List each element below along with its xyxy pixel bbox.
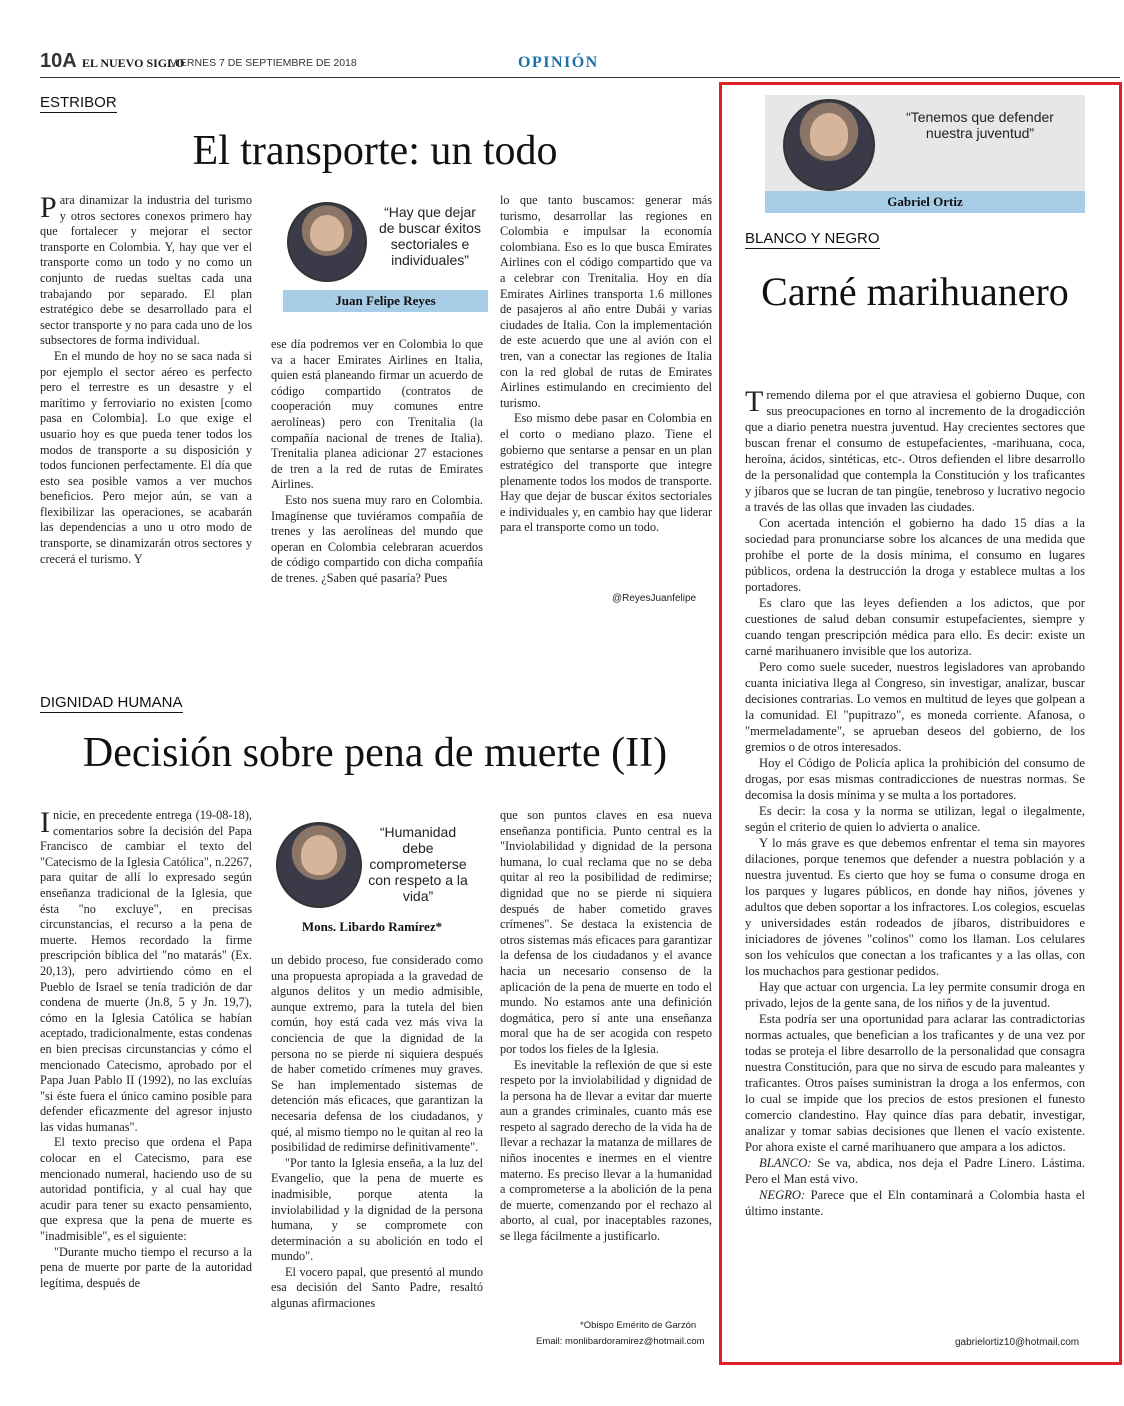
author-name: Mons. Libardo Ramírez*: [272, 916, 472, 938]
article2-author-box: [272, 818, 472, 940]
author-photo: [287, 202, 367, 282]
pull-quote: “Humanidad debe comprometerse con respeto a la vida”: [368, 824, 468, 904]
article3-paragraph: remendo dilema por el que atraviesa el gobierno Duque, con sus preocupaciones en torno al incremento de la drogadicción que a diario penetra nuestra juventud. Hay crecientes sectores que buscan frenar el consumo de estupefacientes, -marihuana, coca, heroína, ácidos, sintéticas, etc-. Otros defienden el libre desarrollo de la personalidad que contempla la Constitución y los traficantes y jíbaros que se lucran de tan pingüe, tenebroso y lucrativo negocio a través de las ollas que invaden las ciudades.: [745, 388, 1085, 514]
author-photo: [783, 99, 875, 191]
article2-paragraph: nicie, en precedente entrega (19-08-18), comentarios sobre la decisión del Papa Francisco de cambiar el texto del "Catecismo de la Iglesia Católica", n.2267, para quitar de allí lo expresado según enseñanza tradicional de la Iglesia, que ésta "no excluye", en precisas circunstancias, el recurso a la pena de muerte. Hemos recordado la firme prescripción bíblica del "no matarás" (Ex. 20,13), pero advirtiendo cómo en el Pueblo de Israel se tenía tradición de dar condena de muerte (Jn.8, 5 y Jn. 19,7), cómo en la Iglesia Católica se habían aceptado, tradicionalmente, estas condenas en bien precisas circunstancias y cómo el mencionado Catecismo, aprobado por el Papa Juan Pablo II (1992), no las excluías "si éste fuera el único camino posible para defender eficazmente del agresor injusto las vidas humanas".: [40, 808, 252, 1134]
article1-paragraph: Eso mismo debe pasar en Colombia en el corto o mediano plazo. Tiene el gobierno que sentarse a pensar en un plan estratégico del transporte que integre plenamente todos los modos de transporte. Hay que dejar de buscar éxitos sectoriales e individuales y, en cambio hay que liderar para el transporte como un todo.: [500, 411, 712, 535]
article1-paragraph: Esto nos suena muy raro en Colombia. Imagínense que tuviéramos compañía de trenes y las aerolíneas del mundo que operan en Colombia celebraran acuerdos de código compartido con dicha compañía de trenes. ¿Saben qué pasaría? Pues: [271, 492, 483, 585]
negro-note: [745, 1187, 1085, 1219]
article3-kicker: BLANCO Y NEGRO: [745, 230, 880, 247]
article3-signature: gabrielortiz10@hotmail.com: [955, 1337, 1080, 1348]
negro-label: NEGRO:: [759, 1188, 806, 1202]
article2-paragraph: "Por tanto la Iglesia enseña, a la luz del Evangelio, que la pena de muerte es inadmisible, porque atenta la inviolabilidad y la dignidad de la persona humana, y se compromete con determinación a su abolición en todo el mundo".: [271, 1155, 483, 1264]
article2-paragraph: El texto preciso que ordena el Papa colocar en el Catecismo, para ese mencionado numeral, haciendo uso de su autoridad pontificia, y al cual hay que acudir para tener su exacto pensamiento, que expresa que la pena de muerte es "inadmisible", es el siguiente:: [40, 1135, 252, 1244]
article1-paragraph: En el mundo de hoy no se saca nada si por ejemplo el sector aéreo es perfecto pero el terrestre es un desastre y el marítimo y ferroviario no existen [como pasa en Colombia]. Lo que exige el usuario hoy es que pueda tener todos los modos de transporte a su disposición y todos funcionen perfectamente. El día que esto sea posible vamos a ver muchos beneficios. Pero mejor aún, se van a flexibilizar las operaciones, se acabarán las dependencias a uno u otro modo de transporte, se dinamizarán otros sectores y crecerá el turismo. Y: [40, 348, 252, 566]
article3-dropcap: T: [745, 387, 764, 418]
article3-author-box: [765, 95, 1085, 213]
article3-body: [745, 387, 1085, 1293]
article2-column-3: [500, 808, 712, 1318]
article3-title: Carné marihuanero: [761, 269, 1069, 314]
article1-author-box: [283, 198, 488, 316]
author-name: Gabriel Ortiz: [765, 191, 1085, 213]
pull-quote: “Hay que dejar de buscar éxitos sectoriales e individuales”: [379, 204, 481, 268]
article2-column-2: [271, 953, 483, 1356]
pull-quote: “Tenemos que defender nuestra juventud”: [906, 109, 1054, 141]
blanco-label: BLANCO:: [759, 1156, 812, 1170]
article1-kicker: ESTRIBOR: [40, 94, 117, 111]
article2-kicker: DIGNIDAD HUMANA: [40, 694, 183, 711]
article1-signature: @ReyesJuanfelipe: [612, 593, 697, 604]
article2-paragraph: que son puntos claves en esa nueva enseñanza pontificia. Punto central es la "Inviolabilidad y dignidad de la persona humana, lo cual reclama que no se deba quitar al reo la posibilidad de redimirse; dignidad que no se pierde ni siquiera después de haber cometido graves crímenes". Se destaca la existencia de otros sistemas más eficaces para garantizar la defensa de los ciudadanos y el avance hacia un necesario consenso de la aplicación de la pena de muerte en todo el mundo. No estamos ante una definición dogmática, pero sí ante una enseñanza moral que ha de ser acogida con respeto por todos los fieles de la Iglesia.: [500, 808, 712, 1056]
article3-paragraph: Pero como suele suceder, nuestros legisladores van aprobando cuanta iniciativa llega al Congreso, sin investigar, analizar, buscar decisiones contrarias. Lo vemos en multitud de leyes que golpean a la comunidad. El "pupitrazo", es moneda corriente. Afanosa, o "mermeladamente", se aprueban deseos del gobierno, de los gremios o de otros interesados.: [745, 660, 1085, 754]
article2-paragraph: Es inevitable la reflexión de que si este respeto por la inviolabilidad y dignidad de la persona ha de llevar a evitar dar muerte aun a grandes criminales, cuanto más ese respeto al sagrado derecho de la vida ha de llevar a rechazar la matanza de millares de niños inocentes e inermes en el vientre materno. Es preciso llevar a la humanidad a comprometerse a la abolición de la pena de muerte, comenzando por el rechazo al aborto, al cual, por inaceptables razones, se llega fácilmente a justificarlo.: [500, 1057, 712, 1244]
article1-column-1: [40, 193, 252, 608]
article3-paragraph: Esta podría ser una oportunidad para aclarar las contradictorias normas actuales, que benefician a los traficantes y de una vez por todas se proteja el libre desarrollo de la personalidad que consagra nuestra Constitución, para que no sirva de escudo para maleantes y traficantes. Otros países suministran la droga a los enfermos, con lo cual se impide que los precios de estos presionen el funesto comercio clandestino. Hay quince días para debatir, investigar, analizar y tomar sabias decisiones que llenen el vacío existente. Por ahora existe el carné marihuanero que ampara a los adictos.: [745, 1012, 1085, 1154]
article3-paragraph: Y lo más grave es que debemos enfrentar el tema sin mayores dilaciones, porque tenemos que defender a nuestra población y a nuestra juventud. Es cierto que hoy se fuma o consume droga en los parques y lugares públicos, en donde hay niños, jóvenes y adultos que deben soportar a los infractores. Los colegios, escuelas y universidades están rodeados de jíbaros, distribuidores e iniciadores de jóvenes "colinos" como los llaman. Los celulares son los vehículos que conectan a los traficantes y a las ollas, con los muchachos para gestionar pedidos.: [745, 836, 1085, 978]
article2-title: Decisión sobre pena de muerte (II): [82, 730, 668, 776]
article2-paragraph: El vocero papal, que presentó al mundo esa decisión del Santo Padre, resaltó algunas afirmaciones: [271, 1264, 483, 1311]
article3-paragraph: Hay que actuar con urgencia. La ley permite consumir droga en privado, lejos de la gente sana, de los niños y de la juventud.: [745, 980, 1085, 1010]
section-title: OPINIÓN: [518, 54, 599, 71]
author-name: Juan Felipe Reyes: [283, 290, 488, 312]
article1-paragraph: lo que tanto buscamos: generar más turismo, desarrollar las regiones en Colombia e impulsar la economía colombiana. Eso es lo que busca Emirates Airlines con el código compartido que va a celebrar con Trenitalia. Hoy en día Emirates Airlines transporta 1.6 millones de pasajeros al año entre Dubái y varias ciudades de Italia. Con la implementación de este acuerdo que une al avión con el tren, van a conectar las regiones de Italia con la red global de rutas de Emirates Airlines estimulando en crecimiento del turismo.: [500, 193, 712, 410]
page-number: 10A: [40, 50, 77, 72]
page-header: [40, 50, 1120, 78]
article1-paragraph: ese día podremos ver en Colombia lo que va a hacer Emirates Airlines en Italia, quien está planeando firmar un acuerdo de código compartido (contratos de cooperación muy comunes entre aerolíneas) pero con Trenitalia (la compañía nacional de trenes de Italia). Trenitalia planea adicionar 27 estaciones de tren a la red de rutas de Emirates Airlines.: [271, 337, 483, 492]
article2-dropcap: I: [40, 808, 50, 839]
publication-name: EL NUEVO SIGLO: [82, 56, 185, 70]
article2-paragraph: un debido proceso, fue considerado como una propuesta apropiada a la gravedad de algunos delitos y un medio admisible, aunque extremo, para la tutela del bien común, hoy está cada vez más viva la conciencia de que la dignidad de la persona no se pierde ni siquiera después de haber cometido crímenes muy graves. Se han implementado sistemas de detención más eficaces, que garantizan la necesaria defensa de los ciudadanos, y qué, al mismo tiempo no le quitan al reo la posibilidad de redimirse definitivamente".: [271, 953, 483, 1155]
article2-footnote: *Obispo Emérito de Garzón: [580, 1320, 697, 1331]
article1-column-2: [271, 337, 483, 608]
article3-paragraph: Es decir: la cosa y la norma se utilizan, legal o ilegalmente, según el criterio de quien lo advierta o analice.: [745, 804, 1085, 834]
blanco-note: [745, 1155, 1085, 1187]
article1-dropcap: P: [40, 193, 57, 224]
article2-email: Email: monlibardoramirez@hotmail.com: [536, 1336, 705, 1347]
article2-column-1: [40, 808, 252, 1356]
article1-paragraph: ara dinamizar la industria del turismo y otros sectores conexos primero hay que fortalecer y mejorar el sector transporte en Colombia. Y, hay que ver el transporte como un todo y no como un conjunto de ruedas sueltas cada una trabajando por separado. El plan estratégico debe se desarrollado para el sector transporte y no para cada uno de los subsectores de forma individual.: [40, 193, 252, 348]
article3-paragraph: Es claro que las leyes defienden a los adictos, que por cuestiones de salud deban consumir estupefacientes, siempre y cuando tengan prescripción médica para ello. Es decir: existe un carné marihuanero invisible que los autoriza.: [745, 596, 1085, 658]
article1-title: El transporte: un todo: [192, 128, 558, 174]
publication-date: VIERNES 7 DE SEPTIEMBRE DE 2018: [170, 57, 357, 69]
article2-paragraph: "Durante mucho tiempo el recurso a la pena de muerte por parte de la autoridad legítima, después de: [40, 1244, 252, 1290]
negro-text: Parece que el Eln contaminará a Colombia hasta el último instante.: [745, 1188, 1085, 1218]
article3-paragraph: Hoy el Código de Policía aplica la prohibición del consumo de drogas, por esas mismas contradicciones de nuestras normas. Se decomisa la dosis mínima y se multa a los portadores.: [745, 756, 1085, 802]
author-photo: [276, 822, 362, 908]
blanco-text: Se va, abdica, nos deja el Padre Linero. Lástima. Pero el Man está vivo.: [745, 1156, 1085, 1186]
article3-paragraph: Con acertada intención el gobierno ha dado 15 días a la sociedad para pronunciarse sobre los alcances de una medida que prohíbe el porte de la dosis mínima, el consumo en lugares públicos, ordena la destrucción la droga y establece multas a los portadores.: [745, 516, 1085, 594]
article1-column-3: [500, 193, 712, 591]
